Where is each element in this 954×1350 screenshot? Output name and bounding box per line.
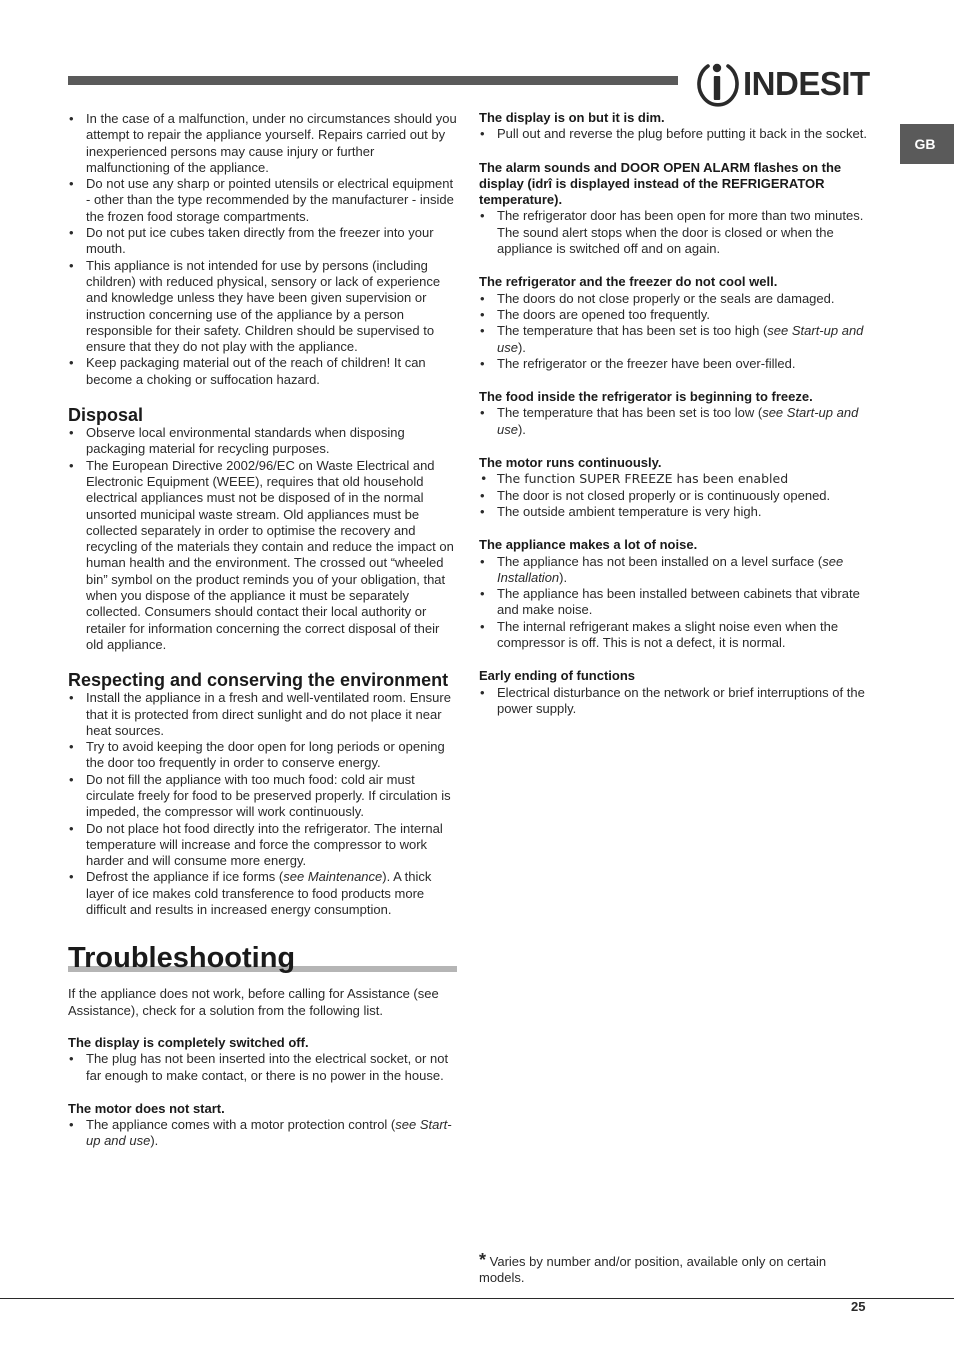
item-text: The appliance comes with a motor protection control ( [86,1117,396,1133]
footnote-text: Varies by number and/or position, available only on certain models. [479,1254,827,1286]
troubleshooting-heading: Troubleshooting [68,942,296,975]
troubleshooting-intro: If the appliance does not work, before calling for Assistance (see Assistance), check for a solution from the following list. [68,986,439,1018]
item-text: The temperature that has been set is too low ( [497,405,763,421]
list-item: • In the case of a malfunction, under no circumstances should you attempt to repair the appliance yourself. Repairs carried out by inexperienced persons may cause injury or further malfunctioning of the appliance. [68,111,460,176]
item-text-end: ). [150,1133,159,1149]
list-item: • Do not place hot food directly into the refrigerator. The internal temperature will increase and force the compressor to work harder and will consume more energy. [68,821,460,870]
footnote [479,1252,869,1287]
list-item: • Do not put ice cubes taken directly from the freezer into your mouth. [68,225,460,258]
list-item [479,554,871,587]
list-item [68,869,460,918]
issue-list [479,291,871,372]
item-note: The sound alert stops when the door is closed or when the appliance is switched off and on again. [497,224,834,257]
list-item [479,323,871,356]
troubleshooting-heading-block [68,942,460,976]
issue-list [479,208,871,257]
environment-heading: Respecting and conserving the environment [68,670,449,691]
list-item: • Install the appliance in a fresh and well-ventilated room. Ensure that it is protected from direct sunlight and do not place it near heat sources. [68,690,460,739]
environment-list [68,690,460,918]
list-item: • The function SUPER FREEZE has been enabled [479,471,871,487]
indesit-logo-icon [694,58,740,108]
list-item: • The doors are opened too frequently. [479,307,871,323]
issue-title: The display is completely switched off. [68,1034,309,1050]
language-tab: GB [900,124,954,164]
list-item: • Electrical disturbance on the network or brief interruptions of the power supply. [479,685,871,718]
issue-list [479,405,871,438]
item-reference: see Start-up and use [497,405,859,437]
issue-list [68,1117,460,1150]
issue-list [479,554,871,652]
item-text: The appliance has not been installed on a level surface ( [497,553,823,569]
safety-list [68,111,460,388]
issue-list [479,685,871,718]
item-reference: see Start-up and use [497,323,864,355]
list-item: • Keep packaging material out of the reach of children! It can become a choking or suffocation hazard. [68,355,460,388]
list-item: • The appliance has been installed between cabinets that vibrate and make noise. [479,586,871,619]
list-item: • This appliance is not intended for use by persons (including children) with reduced physical, sensory or lack of experience and knowledge unless they have been given supervision or instruction concerning use of the appliance by a person responsible for their safety. Children should be supervised to ensure that they do not play with the appliance. [68,258,460,356]
item-text: The temperature that has been set is too high ( [497,323,768,339]
footer-rule [0,1298,954,1299]
brand-logo [694,58,870,108]
footnote-star: * [479,1250,487,1270]
list-item [479,405,871,438]
list-item: • The outside ambient temperature is very high. [479,504,871,520]
item-text-end: ). [559,569,568,585]
issue-title: The alarm sounds and DOOR OPEN ALARM flashes on the display (idrî is displayed instead of the REFRIGERATOR temperature). [479,159,842,208]
issue-title: The food inside the refrigerator is beginning to freeze. [479,389,813,405]
list-item: • Do not use any sharp or pointed utensils or electrical equipment - other than the type recommended by the manufacturer - inside the frozen food storage compartments. [68,176,460,225]
list-item: • Try to avoid keeping the door open for long periods or opening the door too frequently in order to conserve energy. [68,739,460,772]
defrost-reference: see Maintenance [283,869,383,885]
disposal-list [68,425,460,653]
issue-title: The refrigerator and the freezer do not cool well. [479,274,778,290]
list-item: • The door is not closed properly or is continuously opened. [479,488,871,504]
item-text: The refrigerator door has been open for more than two minutes. [497,208,864,224]
item-text-end: ). [517,339,526,355]
defrost-text-end: ). A thick layer of ice makes cold transference to food products more difficult and results in increased energy consumption. [86,869,432,918]
issue-list [479,126,871,142]
list-item: • Pull out and reverse the plug before putting it back in the socket. [479,126,871,142]
item-reference: see Start-up and use [86,1117,452,1149]
list-item: • Do not fill the appliance with too much food: cold air must circulate freely for food to be preserved properly. If circulation is impeded, the compressor will work continuously. [68,772,460,821]
issue-title: The motor runs continuously. [479,455,662,471]
issue-list [68,1051,460,1084]
list-item: • Observe local environmental standards when disposing packaging material for recycling purposes. [68,425,460,458]
item-text-end: ). [517,421,526,437]
right-column [479,110,871,717]
issue-title: The motor does not start. [68,1100,225,1116]
left-column [68,111,460,1150]
defrost-text: Defrost the appliance if ice forms ( [86,869,284,885]
item-reference: see Installation [497,553,844,585]
list-item [68,1117,460,1150]
list-item: • The refrigerator or the freezer have been over-filled. [479,356,871,372]
list-item: • The plug has not been inserted into the electrical socket, or not far enough to make contact, or there is no power in the house. [68,1051,460,1084]
issue-title: The display is on but it is dim. [479,110,665,125]
issue-list [479,471,871,520]
issue-title: The appliance makes a lot of noise. [479,537,698,553]
list-item [479,208,871,257]
list-item: • The doors do not close properly or the seals are damaged. [479,291,871,307]
header-bar [68,76,678,85]
list-item: • The European Directive 2002/96/EC on Waste Electrical and Electronic Equipment (WEEE), requires that old household electrical appliances must not be disposed of in the normal unsorted municipal waste stream. Old appliances must be collected separately in order to optimise the recovery and recycling of the materials they contain and reduce the impact on human health and the environment. The crossed out “wheeled bin” symbol on the product reminds you of your obligation, that when you dispose of the appliance it must be separately collected. Consumers should contact their local authority or retailer for information concerning the correct disposal of their old appliance. [68,458,460,654]
brand-name: INDESIT [743,64,870,102]
disposal-heading: Disposal [68,405,144,426]
page-number: 25 [851,1299,866,1314]
list-item: • The internal refrigerant makes a slight noise even when the compressor is off. This is not a defect, it is normal. [479,619,871,652]
issue-title: Early ending of functions [479,668,636,684]
